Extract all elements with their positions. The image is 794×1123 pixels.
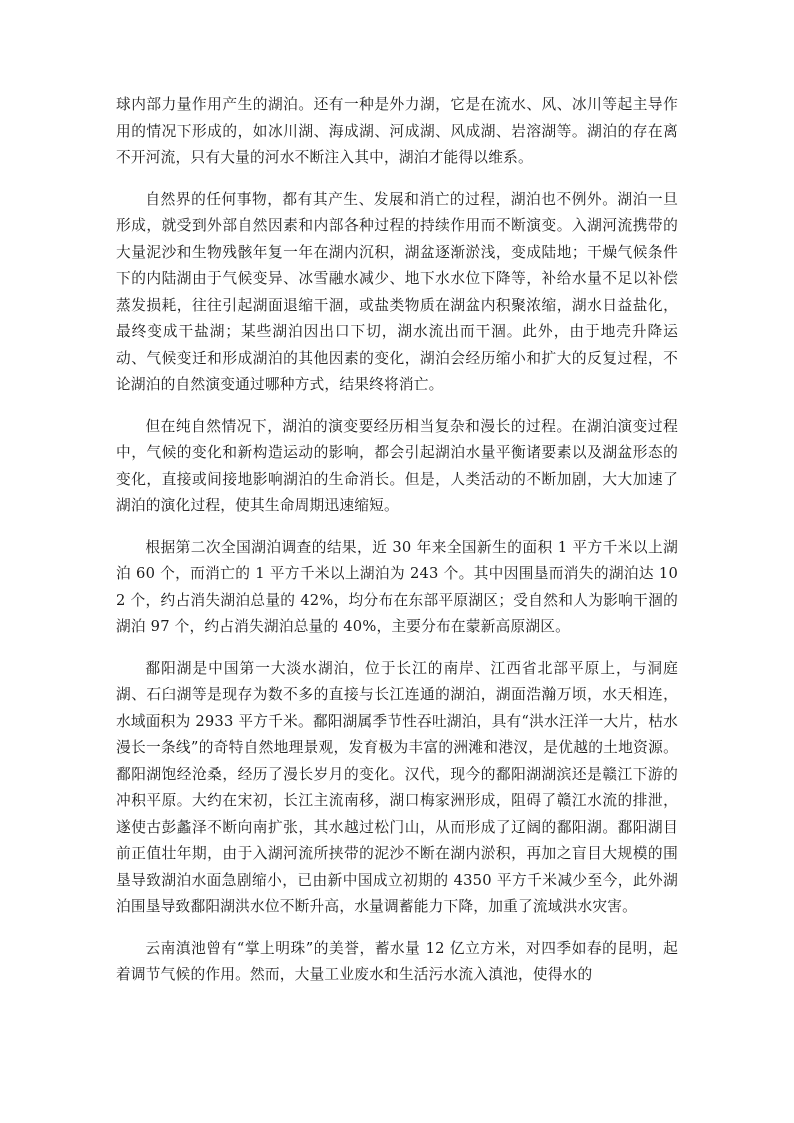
- paragraph-human-impact: 但在纯自然情况下，湖泊的演变要经历相当复杂和漫长的过程。在湖泊演变过程中，气候的变化和新构造运动的影响，都会引起湖泊水量平衡诸要素以及湖盆形态的变化，直接或间接地影响湖泊的生命消长。但是，人类活动的不断加剧，大大加速了湖泊的演化过程，使其生命周期迅速缩短。: [116, 417, 678, 514]
- paragraph-lake-evolution: 自然界的任何事物，都有其产生、发展和消亡的过程，湖泊也不例外。湖泊一旦形成，就受到外部自然因素和内部各种过程的持续作用而不断演变。入湖河流携带的大量泥沙和生物残骸年复一年在湖内沉积，湖盆逐渐淤浅，变成陆地；干燥气候条件下的内陆湖由于气候变异、冰雪融水减少、地下水水位下降等，补给水量不足以补偿蒸发损耗，往往引起湖面退缩干涸，或盐类物质在湖盆内积聚浓缩，湖水日益盐化，最终变成干盐湖；某些湖泊因出口下切，湖水流出而干涸。此外，由于地壳升降运动、气候变迁和形成湖泊的其他因素的变化，湖泊会经历缩小和扩大的反复过程，不论湖泊的自然演变通过哪种方式，结果终将消亡。: [116, 190, 678, 393]
- paragraph-poyang-lake: 鄱阳湖是中国第一大淡水湖泊，位于长江的南岸、江西省北部平原上，与洞庭湖、石臼湖等是现存为数不多的直接与长江连通的湖泊，湖面浩瀚万顷，水天相连，水域面积为 2933 平方千米。鄱阳湖属季节性吞吐湖泊，具有“洪水汪洋一大片，枯水漫长一条线”的奇特自然地理景观，发育极为丰富的洲滩和港汊，是优越的土地资源。鄱阳湖饱经沧桑，经历了漫长岁月的变化。汉代，现今的鄱阳湖湖滨还是赣江下游的冲积平原。大约在宋初，长江主流南移，湖口梅家洲形成，阻碍了赣江水流的排泄，遂使古彭蠡泽不断向南扩张，其水越过松门山，从而形成了辽阔的鄱阳湖。鄱阳湖目前正值壮年期，由于入湖河流所挟带的泥沙不断在湖内淤积，再加之盲目大规模的围垦导致湖泊水面急剧缩小，已由新中国成立初期的 4350 平方千米减少至今，此外湖泊围垦导致鄱阳湖洪水位不断升高，水量调蓄能力下降，加重了流域洪水灾害。: [116, 659, 678, 915]
- paragraph-dianchi-lake: 云南滇池曾有“掌上明珠”的美誉，蓄水量 12 亿立方米，对四季如春的昆明，起着调节气候的作用。然而，大量工业废水和生活污水流入滇池，使得水的: [116, 939, 678, 983]
- paragraph-lake-origins-continued: 球内部力量作用产生的湖泊。还有一种是外力湖，它是在流水、风、冰川等起主导作用的情况下形成的，如冰川湖、海成湖、河成湖、风成湖、岩溶湖等。湖泊的存在离不开河流，只有大量的河水不断注入其中，湖泊才能得以维系。: [116, 96, 678, 166]
- document-body: [116, 92, 678, 989]
- paragraph-lake-survey: 根据第二次全国湖泊调查的结果，近 30 年来全国新生的面积 1 平方千米以上湖泊 60 个，而消亡的 1 平方千米以上湖泊为 243 个。其中因围垦而消失的湖泊达 102 个，约占消失湖泊总量的 42%，均分布在东部平原湖区；受自然和人为影响干涸的湖泊 97 个，约占消失湖泊总量的 40%，主要分布在蒙新高原湖区。: [116, 538, 678, 635]
